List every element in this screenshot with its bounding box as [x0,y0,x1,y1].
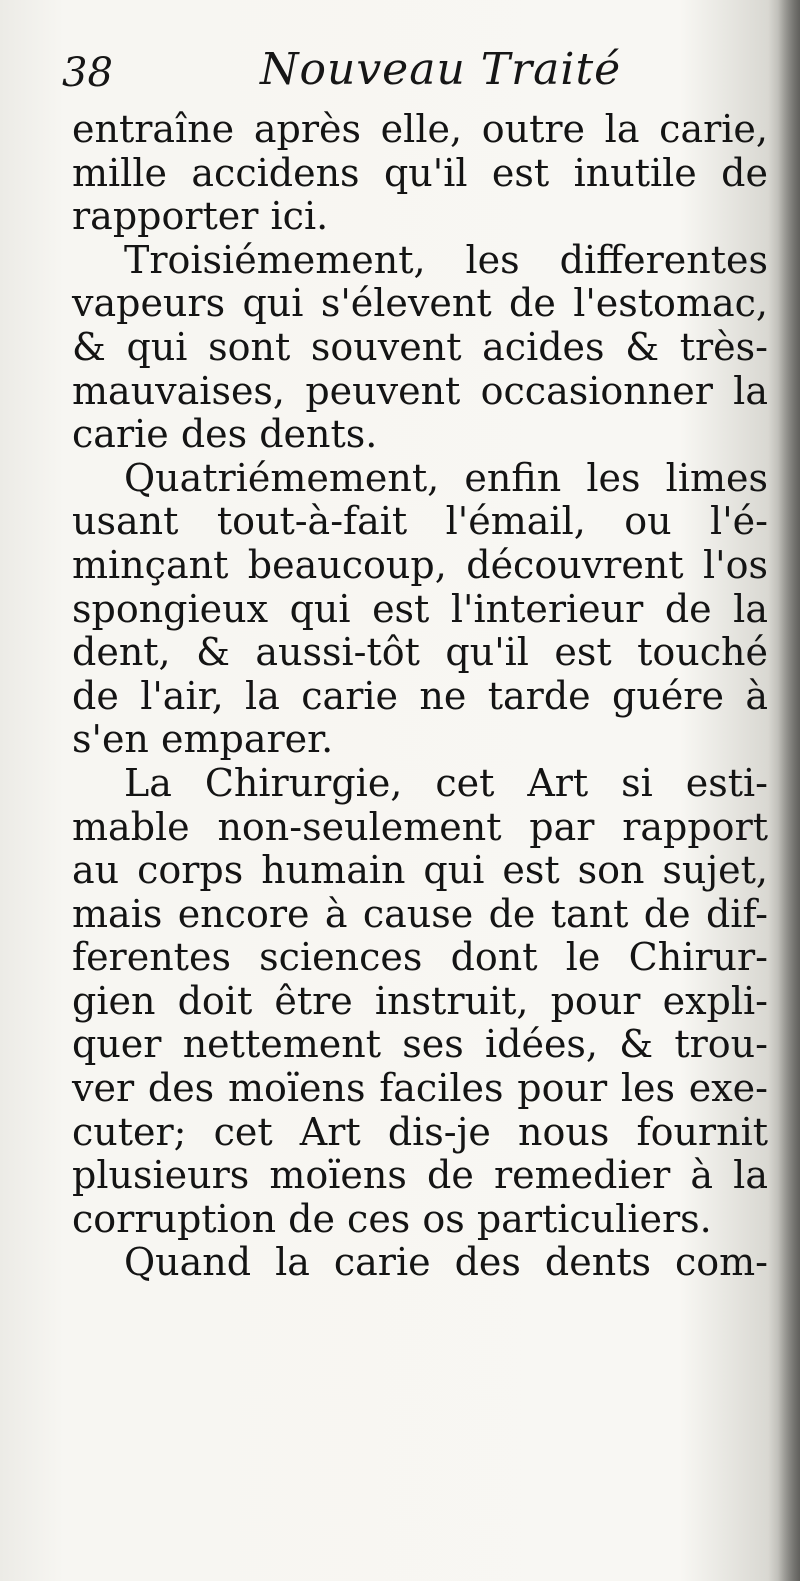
text-line: mable non-seulement par rapport [72,804,768,849]
page-gutter-shadow [778,0,800,1581]
text-line: cuter; cet Art dis-je nous fournit [72,1109,768,1154]
text-line: rapporter ici. [72,194,329,239]
text-line: au corps humain qui est son sujet, [72,848,768,893]
text-line: minçant beaucoup, découvrent l'os [72,542,768,587]
text-line: s'en emparer. [72,717,334,762]
text-line: vapeurs qui s'élevent de l'estomac, [72,281,768,326]
text-line: dent, & aussi-tôt qu'il est touché [72,630,768,675]
paragraph-start-line: La Chirurgie, cet Art si esti- [124,760,768,805]
text-line: carie des dents. [72,412,378,457]
text-line: mille accidens qu'il est inutile de [72,150,768,195]
paragraph-start-line: Quand la carie des dents com- [124,1240,768,1285]
text-line: mais encore à cause de tant de dif- [72,891,768,936]
text-line: de l'air, la carie ne tarde guére à [72,673,768,718]
page-number: 38 [62,50,113,96]
text-line: ver des moïens faciles pour les exe- [72,1066,768,1111]
body-text [72,108,768,1285]
text-line: usant tout-à-fait l'émail, ou l'é- [72,499,768,544]
page-header [62,44,762,104]
text-line: corruption de ces os particuliers. [72,1196,712,1241]
text-line: mauvaises, peuvent occasionner la [72,368,768,413]
text-line: ferentes sciences dont le Chirur- [72,935,768,980]
text-line: entraîne après elle, outre la carie, [72,107,768,151]
text-line: quer nettement ses idées, & trou- [72,1022,768,1067]
text-line: & qui sont souvent acides & très- [72,324,768,369]
running-title: Nouveau Traité [260,44,622,95]
paragraph-start-line: Troisiémement, les differentes [124,237,768,282]
text-line: plusieurs moïens de remedier à la [72,1153,768,1198]
paragraph-start-line: Quatriémement, enfin les limes [124,455,768,500]
text-line: gien doit être instruit, pour expli- [72,978,768,1023]
text-line: spongieux qui est l'interieur de la [72,586,768,631]
